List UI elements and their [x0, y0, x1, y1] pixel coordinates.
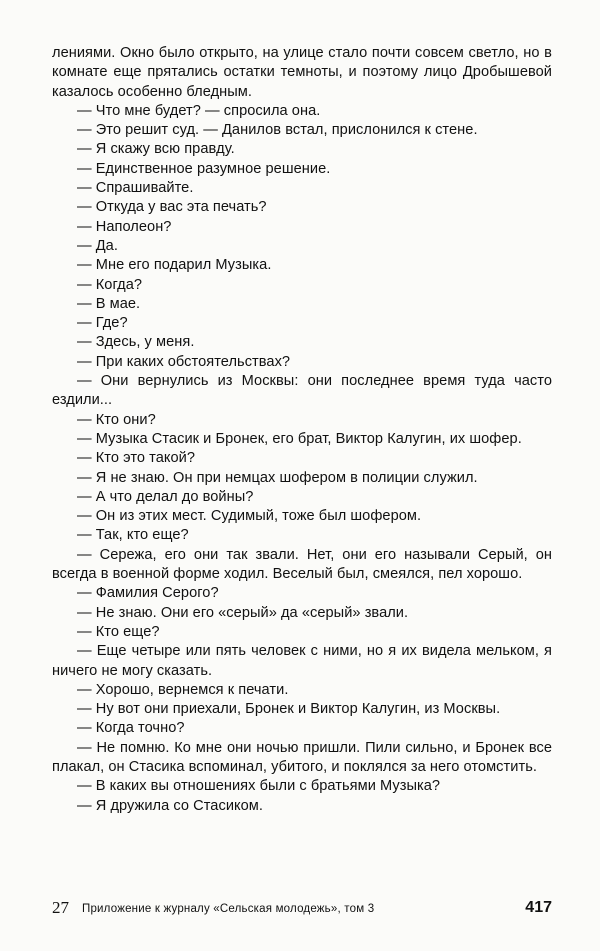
dialogue-line: — Я скажу всю правду. — [77, 141, 235, 158]
dialogue-line: — Наполеон? — [77, 218, 172, 235]
dialogue-line: — Я не знаю. Он при немцах шофером в полиции служил. — [77, 469, 478, 486]
dialogue-line: — Кто это такой? — [77, 450, 196, 467]
dialogue-line: — Кто они? — [77, 411, 156, 428]
footer-title: Приложение к журналу «Сельская молодежь», том 3 — [82, 903, 375, 915]
page-number: 417 — [525, 899, 552, 916]
dialogue-line: — При каких обстоятельствах? — [77, 353, 291, 370]
dialogue-line: — Музыка Стасик и Бронек, его брат, Виктор Калугин, их шофер. — [77, 430, 522, 447]
dialogue-line: — Спрашивайте. — [77, 180, 194, 197]
dialogue-line: — Еще четыре или пять человек с ними, но я их видела мельком, я ничего не могу сказать. — [52, 643, 552, 679]
dialogue-line: — Мне его подарил Музыка. — [77, 257, 272, 274]
dialogue-line: — Да. — [77, 237, 118, 254]
dialogue-line: — Кто еще? — [77, 623, 160, 640]
dialogue-line: — Он из этих мест. Судимый, тоже был шофером. — [77, 508, 422, 525]
paragraph: лениями. Окно было открыто, на улице стало почти совсем светло, но в комнате еще прятались остатки темноты, и поэтому лицо Дробышевой казалось особенно бледным. — [52, 45, 552, 100]
dialogue-line: — Когда точно? — [77, 720, 185, 737]
dialogue-line: — Это решит суд. — Данилов встал, прислонился к стене. — [77, 122, 478, 139]
dialogue-line: — А что делал до войны? — [77, 488, 254, 505]
dialogue-line: — Что мне будет? — спросила она. — [77, 102, 321, 119]
dialogue-line: — Так, кто еще? — [77, 527, 189, 544]
dialogue-line: — Я дружила со Стасиком. — [77, 797, 263, 814]
dialogue-line: — В каких вы отношениях были с братьями Музыка? — [77, 778, 441, 795]
page-body-text — [52, 44, 552, 816]
dialogue-line: — Не помню. Ко мне они ночью пришли. Пили сильно, и Бронек все плакал, он Стасика вспоминал, убитого, и поклялся за него отомстить. — [52, 739, 552, 775]
signature-mark: 27 — [52, 898, 69, 917]
dialogue-line: — Не знаю. Они его «серый» да «серый» звали. — [77, 604, 409, 621]
dialogue-line: — Сережа, его они так звали. Нет, они его называли Серый, он всегда в военной форме ходил. Веселый был, смеялся, пел хорошо. — [52, 546, 552, 583]
dialogue-line: — Фамилия Серого? — [77, 585, 219, 602]
dialogue-line: — Откуда у вас эта печать? — [77, 199, 267, 216]
dialogue-line: — Ну вот они приехали, Бронек и Виктор Калугин, из Москвы. — [77, 701, 501, 718]
dialogue-line: — Здесь, у меня. — [77, 334, 195, 351]
dialogue-line: — Единственное разумное решение. — [77, 160, 331, 177]
dialogue-line: — Они вернулись из Москвы: они последнее время туда часто ездили... — [52, 373, 552, 409]
dialogue-line: — Когда? — [77, 276, 143, 293]
dialogue-line: — В мае. — [77, 295, 141, 312]
dialogue-line: — Хорошо, вернемся к печати. — [77, 681, 289, 698]
page-footer — [52, 898, 552, 920]
dialogue-line: — Где? — [77, 315, 128, 332]
